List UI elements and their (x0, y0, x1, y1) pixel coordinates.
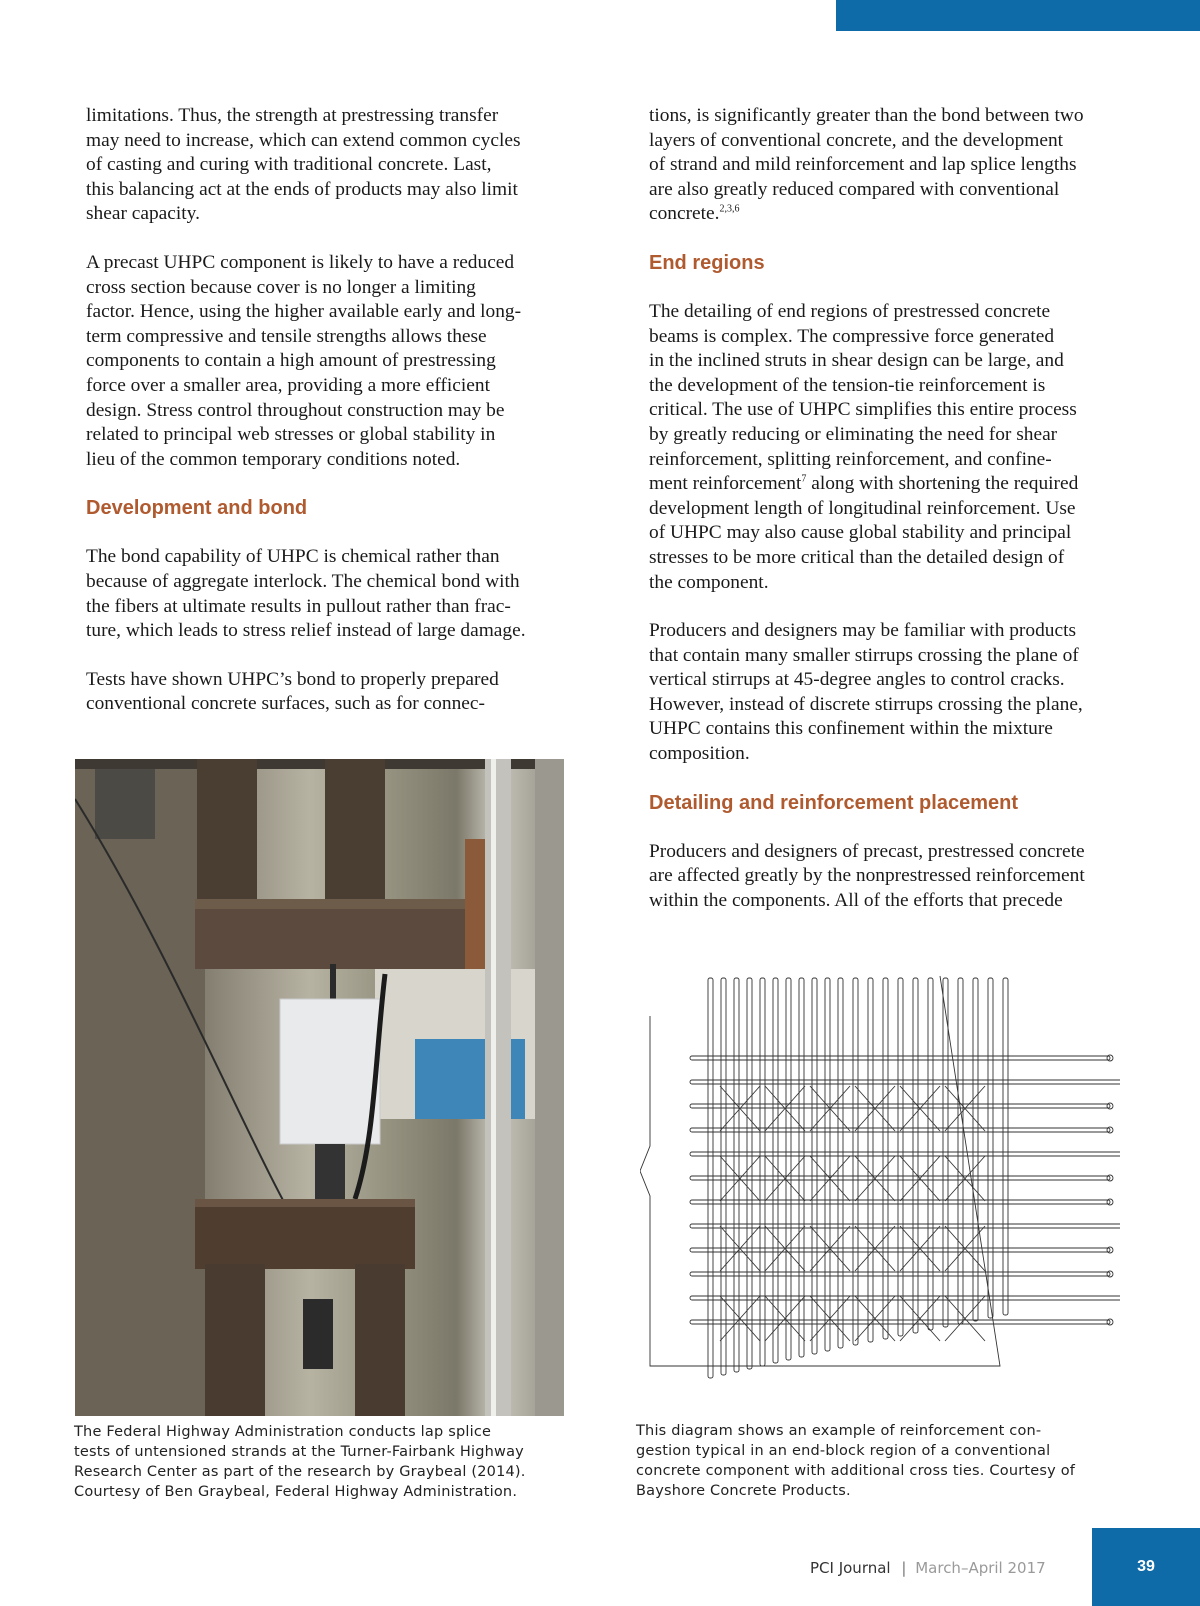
text-line: shear capacity. (86, 203, 200, 225)
horizontal-bar (690, 1296, 1120, 1300)
lower-column-left (205, 1264, 265, 1416)
left-column (86, 104, 556, 741)
text-line: composition. (649, 743, 750, 765)
photo-caption (74, 1422, 526, 1502)
text-line: The bond capability of UHPC is chemical rather than (86, 546, 500, 568)
vertical-stirrup (838, 978, 843, 1348)
right-column (649, 104, 1114, 937)
background-wall (75, 759, 205, 1416)
caption-line: concrete component with additional cross ties. Courtesy of (636, 1463, 1076, 1479)
vertical-stirrup (868, 978, 873, 1342)
text-line: are also greatly reduced compared with conventional (649, 178, 1060, 200)
text-line: of strand and mild reinforcement and lap splice lengths (649, 154, 1077, 176)
heading-detailing-reinforcement: Detailing and reinforcement placement (649, 791, 1018, 814)
caption-line: gestion typical in an end-block region of a conventional (636, 1443, 1051, 1459)
text-line: However, instead of discrete stirrups crossing the plane, (649, 693, 1083, 715)
strand-bottom (315, 1144, 345, 1204)
upper-left-fixture (95, 759, 155, 839)
paragraph-bond-capability (86, 545, 556, 643)
horizontal-bar (690, 1104, 1110, 1108)
text-line: development length of longitudinal reinforcement. Use (649, 497, 1076, 519)
horizontal-bar (690, 1128, 1110, 1132)
page-number: 39 (1137, 1558, 1155, 1575)
reinforcement-diagram (640, 966, 1120, 1386)
text-line: term compressive and tensile strengths allows these (86, 325, 487, 347)
lower-block-highlight (195, 1199, 415, 1207)
text-line: Tests have shown UHPC’s bond to properly prepared (86, 668, 499, 690)
heading-development-and-bond: Development and bond (86, 497, 308, 520)
text-line: tions, is significantly greater than the bond between two (649, 105, 1084, 126)
text-line: vertical stirrups at 45-degree angles to control cracks. (649, 669, 1065, 691)
top-accent-bar (836, 0, 1200, 31)
text-line: conventional concrete surfaces, such as for connec- (86, 693, 485, 715)
text-line: design. Stress control throughout construction may be (86, 399, 505, 421)
horizontal-bar (690, 1224, 1120, 1228)
load-cell (303, 1299, 333, 1369)
right-edge (535, 759, 564, 1416)
caption-line: This diagram shows an example of reinforcement con- (636, 1423, 1042, 1439)
upper-block-highlight (195, 899, 485, 909)
upper-column-right (325, 759, 385, 919)
vertical-stirrup (760, 978, 765, 1366)
text-line: lieu of the common temporary conditions noted. (86, 448, 461, 470)
text-line: factor. Hence, using the higher available early and long- (86, 301, 522, 323)
text-line: limitations. Thus, the strength at prestressing transfer (86, 105, 499, 126)
text-line: stresses to be more critical than the detailed design of (649, 546, 1065, 568)
caption-line: Courtesy of Ben Graybeal, Federal Highway Administration. (74, 1484, 518, 1500)
upper-steel-block (195, 899, 485, 969)
issue-date: March–April 2017 (915, 1559, 1046, 1577)
steel-column (485, 759, 511, 1416)
reinforcement-drawing (640, 966, 1120, 1386)
paragraph-producers-familiar (649, 619, 1114, 767)
vertical-stirrup (786, 978, 791, 1360)
horizontal-bar (690, 1080, 1120, 1084)
text-line: in the inclined struts in shear design can be large, and (649, 350, 1064, 372)
text-line: the development of the tension-tie reinforcement is (649, 374, 1046, 396)
horizontal-bar (690, 1320, 1110, 1324)
horizontal-bar (690, 1176, 1110, 1180)
reference-superscript: 2,3,6 (719, 203, 740, 215)
caption-line: Bayshore Concrete Products. (636, 1483, 851, 1499)
vertical-stirrup (708, 978, 713, 1378)
text-line: Producers and designers may be familiar with products (649, 620, 1077, 642)
lower-column-right (355, 1264, 405, 1416)
vertical-stirrup (943, 978, 948, 1327)
horizontal-bar (690, 1056, 1110, 1060)
upper-column-left (197, 759, 257, 919)
vertical-stirrup (1003, 978, 1008, 1315)
caption-line: The Federal Highway Administration conducts lap splice (74, 1424, 492, 1440)
vertical-stirrup (721, 978, 726, 1375)
paragraph-precast-uhpc (86, 251, 556, 472)
vertical-stirrup (973, 978, 978, 1321)
footer-separator: | (901, 1559, 907, 1577)
vertical-stirrup (913, 978, 918, 1333)
text-line: of casting and curing with traditional concrete. Last, (86, 154, 492, 176)
heading-end-regions: End regions (649, 251, 765, 274)
paragraph-tests-shown (86, 668, 556, 717)
text-line: within the components. All of the efforts that precede (649, 889, 1063, 911)
text-line: reinforcement, splitting reinforcement, and confine- (649, 448, 1052, 470)
text-line (649, 472, 1114, 497)
page-number-box (1092, 1528, 1200, 1606)
reference-superscript: 7 (801, 473, 807, 485)
text-line: The detailing of end regions of prestressed concrete (649, 300, 1051, 322)
text-fragment: ment reinforcement (649, 473, 802, 495)
text-line: ture, which leads to stress relief instead of large damage. (86, 620, 526, 642)
text-line: related to principal web stresses or global stability in (86, 424, 496, 446)
vertical-stirrup (988, 978, 993, 1318)
footer-running-title (810, 1559, 1046, 1577)
text-line: of UHPC may also cause global stability and principal (649, 522, 1072, 544)
vertical-stirrup (928, 978, 933, 1330)
text-line: may need to increase, which can extend common cycles (86, 129, 521, 151)
text-line: layers of conventional concrete, and the development (649, 129, 1064, 151)
text-line: that contain many smaller stirrups crossing the plane of (649, 644, 1079, 666)
paragraph-producers-precast (649, 840, 1114, 914)
diagram-caption (636, 1421, 1075, 1501)
horizontal-bar (690, 1272, 1110, 1276)
text-line: critical. The use of UHPC simplifies this entire process (649, 399, 1077, 421)
text-line: beams is complex. The compressive force generated (649, 325, 1055, 347)
text-line: cross section because cover is no longer a limiting (86, 276, 476, 298)
vertical-stirrup (825, 978, 830, 1351)
text-line: the fibers at ultimate results in pullout rather than frac- (86, 595, 511, 617)
paragraph-limitations (86, 104, 556, 227)
caption-line: Research Center as part of the research by Graybeal (2014). (74, 1464, 526, 1480)
vertical-stirrup (883, 978, 888, 1339)
text-line: because of aggregate interlock. The chemical bond with (86, 570, 520, 592)
paragraph-end-regions (649, 300, 1114, 595)
text-line: A precast UHPC component is likely to have a reduced (86, 251, 515, 273)
text-line: by greatly reducing or eliminating the need for shear (649, 423, 1058, 445)
caption-line: tests of untensioned strands at the Turner-Fairbank Highway (74, 1444, 524, 1460)
text-line: Producers and designers of precast, prestressed concrete (649, 840, 1085, 862)
lower-steel-block (195, 1199, 415, 1269)
text-line: are affected greatly by the nonprestressed reinforcement (649, 865, 1085, 887)
paragraph-bond-continued (649, 104, 1114, 227)
horizontal-bar (690, 1152, 1120, 1156)
test-rig-illustration (75, 759, 564, 1416)
vertical-stirrup (812, 978, 817, 1354)
text-line: components to contain a high amount of prestressing (86, 350, 496, 372)
uhpc-specimen (280, 999, 380, 1144)
text-line: this balancing act at the ends of products may also limit (86, 178, 518, 200)
text-line: force over a smaller area, providing a more efficient (86, 374, 490, 396)
text-line: UHPC contains this confinement within the mixture (649, 718, 1053, 740)
vertical-stirrup (853, 978, 858, 1345)
text-fragment: along with shortening the required (806, 473, 1079, 495)
column-shine (491, 759, 496, 1416)
horizontal-bar (690, 1248, 1110, 1252)
text-line: the component. (649, 571, 769, 593)
lap-splice-test-photo (75, 759, 564, 1416)
journal-name: PCI Journal (810, 1559, 891, 1577)
text-line (649, 202, 1114, 227)
text-fragment: concrete. (649, 203, 720, 225)
